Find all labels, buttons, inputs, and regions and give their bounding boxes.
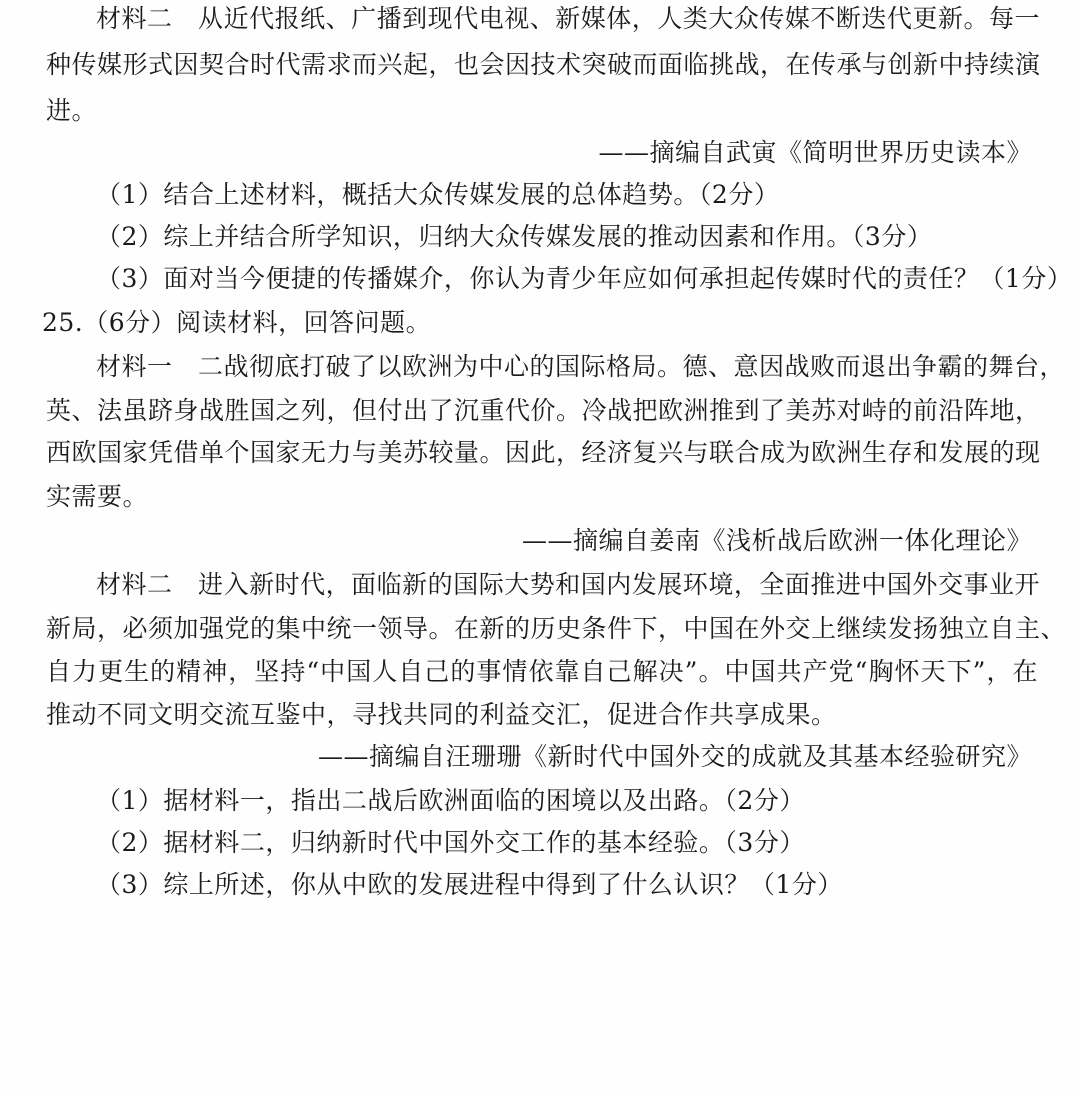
q25-material1-line2: 英、法虽跻身战胜国之列，但付出了沉重代价。冷战把欧洲推到了美苏对峙的前沿阵地， xyxy=(46,396,1041,425)
q25-material2-line1: 材料二 进入新时代，面临新的国际大势和国内发展环境，全面推进中国外交事业开 xyxy=(96,570,1040,599)
q25-question-2: （2）据材料二，归纳新时代中国外交工作的基本经验。（3分） xyxy=(96,828,805,857)
question-2: （2）综上并结合所学知识，归纳大众传媒发展的推动因素和作用。（3分） xyxy=(96,222,933,251)
q25-material2-line3: 自力更生的精神，坚持“中国人自己的事情依靠自己解决”。中国共产党“胸怀天下”，在 xyxy=(46,657,1038,686)
q25-material2-line4: 推动不同文明交流互鉴中，寻找共同的利益交汇，促进合作共享成果。 xyxy=(46,700,837,729)
q25-question-1: （1）据材料一，指出二战后欧洲面临的困境以及出路。（2分） xyxy=(96,786,805,815)
q25-material1-line1: 材料一 二战彻底打破了以欧洲为中心的国际格局。德、意因战败而退出争霸的舞台， xyxy=(96,352,1066,381)
material2-line2: 种传媒形式因契合时代需求而兴起，也会因技术突破而面临挑战，在传承与创新中持续演 xyxy=(46,50,1041,79)
material2-source: ——摘编自武寅《简明世界历史读本》 xyxy=(598,138,1032,167)
question-25-heading: 25.（6分）阅读材料，回答问题。 xyxy=(42,308,432,337)
q25-question-3: （3）综上所述，你从中欧的发展进程中得到了什么认识？（1分） xyxy=(96,870,843,899)
q25-material1-line4: 实需要。 xyxy=(46,482,149,511)
material2-line1: 材料二 从近代报纸、广播到现代电视、新媒体，人类大众传媒不断迭代更新。每一 xyxy=(96,4,1040,33)
question-3: （3）面对当今便捷的传播媒介，你认为青少年应如何承担起传媒时代的责任？（1分） xyxy=(96,264,1073,293)
material2-line3: 进。 xyxy=(46,96,98,125)
question-1: （1）结合上述材料，概括大众传媒发展的总体趋势。（2分） xyxy=(96,180,780,209)
q25-material2-source: ——摘编自汪珊珊《新时代中国外交的成就及其基本经验研究》 xyxy=(317,742,1032,771)
q25-material1-source: ——摘编自姜南《浅析战后欧洲一体化理论》 xyxy=(521,526,1032,555)
q25-material2-line2: 新局，必须加强党的集中统一领导。在新的历史条件下，中国在外交上继续发扬独立自主、 xyxy=(46,614,1067,643)
q25-material1-line3: 西欧国家凭借单个国家无力与美苏较量。因此，经济复兴与联合成为欧洲生存和发展的现 xyxy=(46,438,1041,467)
